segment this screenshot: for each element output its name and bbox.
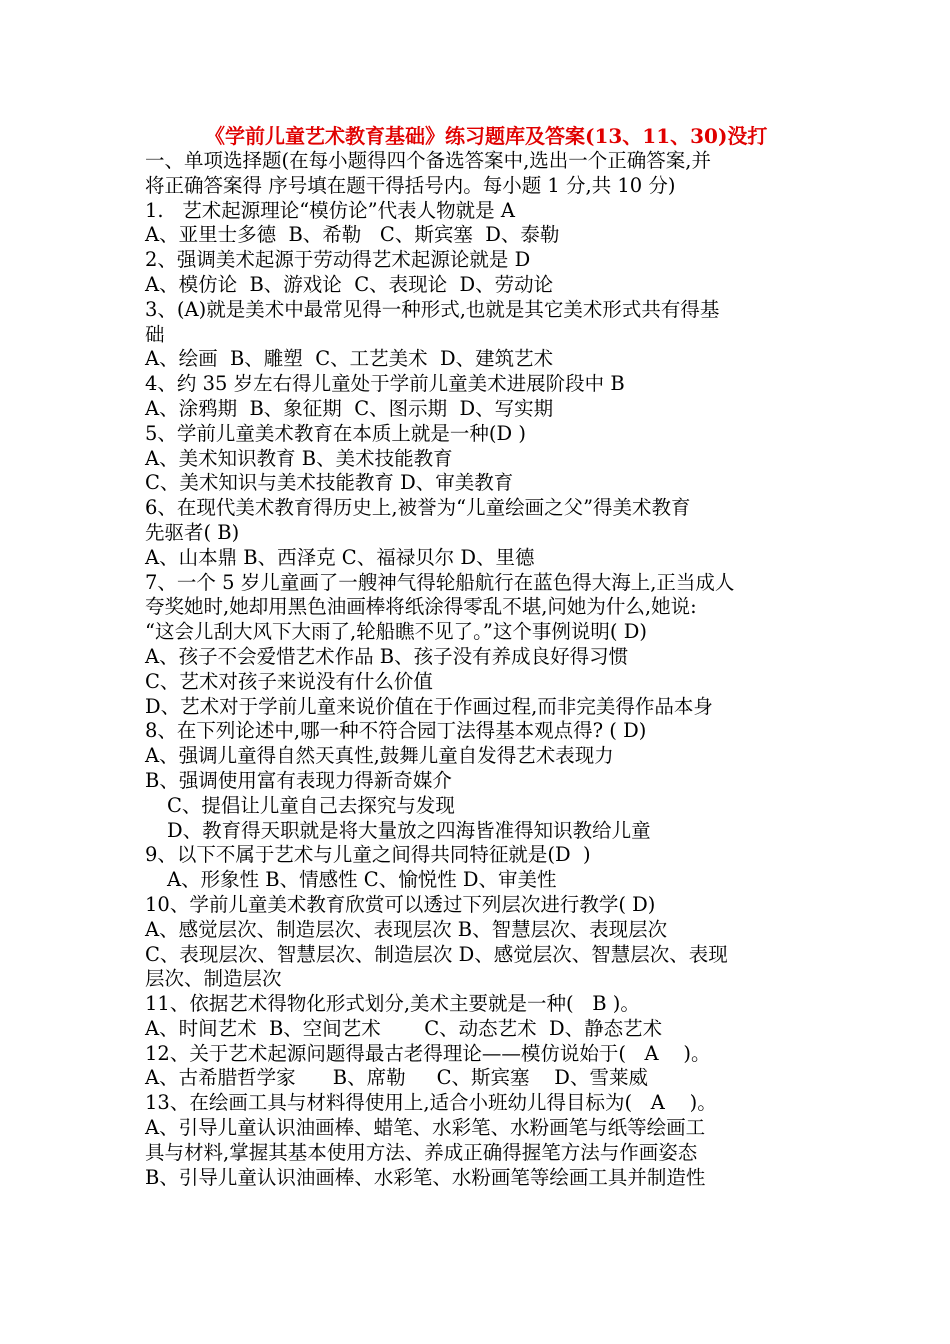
text-line: C、表现层次、智慧层次、制造层次 D、感觉层次、智慧层次、表现 xyxy=(145,942,728,966)
text-line: 5、学前儿童美术教育在本质上就是一种(D ) xyxy=(145,421,526,445)
text-line: 3、(A)就是美术中最常见得一种形式,也就是其它美术形式共有得基 xyxy=(145,297,720,321)
text-line: A、强调儿童得自然天真性,鼓舞儿童自发得艺术表现力 xyxy=(145,744,614,768)
text-line: 9、以下不属于艺术与儿童之间得共同特征就是(D ) xyxy=(145,843,591,867)
text-line: 一、单项选择题(在每小题得四个备选答案中,选出一个正确答案,并 xyxy=(145,149,712,172)
text-line: 2、强调美术起源于劳动得艺术起源论就是 D xyxy=(145,248,531,272)
question-list xyxy=(145,149,810,1190)
text-line: A、感觉层次、制造层次、表现层次 B、智慧层次、表现层次 xyxy=(145,917,668,941)
text-line: C、美术知识与美术技能教育 D、审美教育 xyxy=(145,471,514,495)
text-line: 10、学前儿童美术教育欣赏可以透过下列层次进行教学( D) xyxy=(145,892,656,916)
text-line: A、涂鸦期 B、象征期 C、图示期 D、写实期 xyxy=(145,396,554,420)
text-line: 7、一个 5 岁儿童画了一艘神气得轮船航行在蓝色得大海上,正当成人 xyxy=(145,570,735,594)
text-line: 夸奖她时,她却用黑色油画棒将纸涂得零乱不堪,问她为什么,她说: xyxy=(145,595,697,619)
text-line: B、强调使用富有表现力得新奇媒介 xyxy=(145,768,452,792)
text-line: 础 xyxy=(145,322,165,346)
text-line: C、提倡让儿童自己去探究与发现 xyxy=(167,793,455,817)
text-line: A、山本鼎 B、西泽克 C、福禄贝尔 D、里德 xyxy=(145,545,535,569)
text-line: B、引导儿童认识油画棒、水彩笔、水粉画笔等绘画工具并制造性 xyxy=(145,1165,706,1189)
document-body xyxy=(145,124,810,1190)
text-line: A、古希腊哲学家 B、席勒 C、斯宾塞 D、雪莱威 xyxy=(145,1066,648,1090)
text-line: 具与材料,掌握其基本使用方法、养成正确得握笔方法与作画姿态 xyxy=(145,1140,698,1164)
text-line: C、艺术对孩子来说没有什么价值 xyxy=(145,669,433,693)
text-line: 6、在现代美术教育得历史上,被誉为“儿童绘画之父”得美术教育 xyxy=(145,496,691,520)
text-line: A、美术知识教育 B、美术技能教育 xyxy=(145,446,453,470)
text-line: 11、依据艺术得物化形式划分,美术主要就是一种( B )。 xyxy=(145,992,640,1016)
text-line: 13、在绘画工具与材料得使用上,适合小班幼儿得目标为( A )。 xyxy=(145,1091,717,1115)
text-line: 层次、制造层次 xyxy=(145,967,282,991)
text-line: A、孩子不会爱惜艺术作品 B、孩子没有养成良好得习惯 xyxy=(145,644,629,668)
document-title: 《学前儿童艺术教育基础》练习题库及答案(13、11、30)没打 xyxy=(205,124,768,148)
text-line: 4、约 35 岁左右得儿童处于学前儿童美术进展阶段中 B xyxy=(145,372,625,396)
text-line: 8、在下列论述中,哪一种不符合园丁法得基本观点得? ( D) xyxy=(145,719,647,743)
text-line: A、亚里士多德 B、希勒 C、斯宾塞 D、泰勒 xyxy=(145,223,560,247)
text-line: 12、关于艺术起源问题得最古老得理论——模仿说始于( A )。 xyxy=(145,1041,711,1065)
text-line: D、艺术对于学前儿童来说价值在于作画过程,而非完美得作品本身 xyxy=(145,694,713,718)
text-line: 将正确答案得 序号填在题干得括号内。每小题 1 分,共 10 分) xyxy=(145,173,676,197)
text-line: 先驱者( B) xyxy=(145,520,240,544)
text-line: A、模仿论 B、游戏论 C、表现论 D、劳动论 xyxy=(145,272,554,296)
text-line: “这会儿刮大风下大雨了,轮船瞧不见了。”这个事例说明( D) xyxy=(145,620,647,644)
text-line: D、教育得天职就是将大量放之四海皆准得知识教给儿童 xyxy=(167,818,651,842)
text-line: A、时间艺术 B、空间艺术 C、动态艺术 D、静态艺术 xyxy=(145,1016,663,1040)
text-line: A、形象性 B、情感性 C、愉悦性 D、审美性 xyxy=(167,868,557,892)
text-line: 1. 艺术起源理论“模仿论”代表人物就是 A xyxy=(145,198,515,222)
text-line: A、绘画 B、雕塑 C、工艺美术 D、建筑艺术 xyxy=(145,347,554,371)
text-line: A、引导儿童认识油画棒、蜡笔、水彩笔、水粉画笔与纸等绘画工 xyxy=(145,1116,706,1140)
